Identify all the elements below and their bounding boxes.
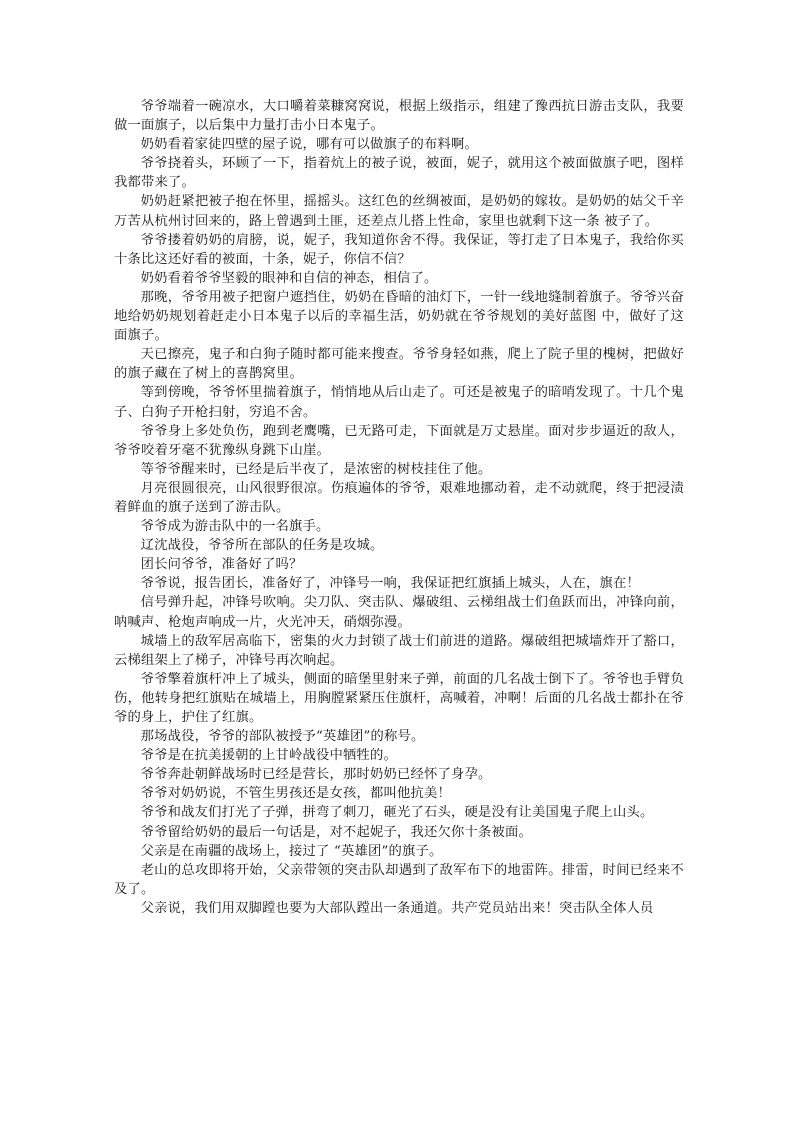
paragraph: 团长问爷爷，准备好了吗？ bbox=[140, 557, 303, 573]
paragraph: 爷爷说，报告团长，准备好了，冲锋号一响，我保证把红旗插上城头，人在，旗在！ bbox=[140, 576, 640, 592]
paragraph: 爷爷搂着奶奶的肩膀，说，妮子，我知道你舍不得。我保证，等打走了日本鬼子，我给你买十条比这还好看的被面，十条，妮子，你信不信？ bbox=[114, 232, 684, 267]
paragraph: 信号弹升起，冲锋号吹响。尖刀队、突击队、爆破组、云梯组战士们鱼跃而出，冲锋向前，呐喊声、枪炮声响成一片，火光冲天，硝烟弥漫。 bbox=[114, 595, 684, 630]
paragraph: 奶奶赶紧把被子抱在怀里，摇摇头。这红色的丝绸被面，是奶奶的嫁妆。是奶奶的姑父千辛万苦从杭州讨回来的，路上曾遇到土匪，还差点儿搭上性命，家里也就剩下这一条 被子了。 bbox=[114, 194, 684, 229]
paragraph: 爷爷挠着头，环顾了一下，指着炕上的被子说，被面，妮子，就用这个被面做旗子吧，图样我都带来了。 bbox=[114, 156, 684, 191]
paragraph: 爷爷端着一碗凉水，大口嚼着菜糠窝窝说，根据上级指示，组建了豫西抗日游击支队，我要做一面旗子，以后集中力量打击小日本鬼子。 bbox=[114, 99, 684, 134]
paragraph: 父亲说，我们用双脚蹚也要为大部队蹚出一条通道。共产党员站出来！突击队全体人员 bbox=[140, 900, 654, 916]
paragraph: 那场战役，爷爷的部队被授予“英雄团”的称号。 bbox=[140, 729, 425, 745]
paragraph: 天已擦亮，鬼子和白狗子随时都可能来搜查。爷爷身轻如燕，爬上了院子里的槐树，把做好的旗子藏在了树上的喜鹊窝里。 bbox=[114, 347, 684, 382]
paragraph: 爷爷成为游击队中的一名旗手。 bbox=[140, 519, 330, 535]
paragraph: 等爷爷醒来时，已经是后半夜了，是浓密的树枝挂住了他。 bbox=[140, 461, 492, 477]
paragraph: 爷爷身上多处负伤，跑到老鹰嘴，已无路可走，下面就是万丈悬崖。面对步步逼近的敌人，爷爷咬着牙毫不犹豫纵身跳下山崖。 bbox=[114, 423, 684, 458]
paragraph: 爷爷对奶奶说，不管生男孩还是女孩，都叫他抗美！ bbox=[140, 786, 452, 802]
paragraph: 父亲是在南疆的战场上，接过了 “英雄团”的旗子。 bbox=[140, 843, 443, 859]
paragraph: 爷爷和战友们打光了子弹，拼弯了刺刀，砸光了石头，硬是没有让美国鬼子爬上山头。 bbox=[140, 805, 654, 821]
paragraph: 城墙上的敌军居高临下，密集的火力封锁了战士们前进的道路。爆破组把城墙炸开了豁口，云梯组架上了梯子，冲锋号再次响起。 bbox=[114, 633, 684, 668]
paragraph: 辽沈战役，爷爷所在部队的任务是攻城。 bbox=[140, 538, 384, 554]
paragraph: 爷爷留给奶奶的最后一句话是，对不起妮子，我还欠你十条被面。 bbox=[140, 824, 533, 840]
paragraph: 月亮很圆很亮，山风很野很凉。伤痕遍体的爷爷，艰难地挪动着，走不动就爬，终于把浸渍着鲜血的旗子送到了游击队。 bbox=[114, 480, 684, 515]
paragraph: 奶奶看着家徒四壁的屋子说，哪有可以做旗子的布料啊。 bbox=[140, 137, 479, 153]
paragraph: 爷爷擎着旗杆冲上了城头，侧面的暗堡里射来子弹，前面的几名战士倒下了。爷爷也手臂负伤，他转身把红旗贴在城墙上，用胸膛紧紧压住旗杆，高喊着，冲啊！后面的几名战士都扑在爷爷的身上，护住了红旗。 bbox=[114, 671, 684, 725]
paragraph: 那晚，爷爷用被子把窗户遮挡住，奶奶在昏暗的油灯下，一针一线地缝制着旗子。爷爷兴奋地给奶奶规划着赶走小日本鬼子以后的幸福生活，奶奶就在爷爷规划的美好蓝图 中，做好了这面旗子。 bbox=[114, 289, 684, 344]
paragraph: 爷爷奔赴朝鲜战场时已经是营长，那时奶奶已经怀了身孕。 bbox=[140, 767, 492, 783]
paragraph: 等到傍晚，爷爷怀里揣着旗子，悄悄地从后山走了。可还是被鬼子的暗哨发现了。十几个鬼子、白狗子开枪扫射，穷追不舍。 bbox=[114, 385, 684, 420]
paragraph: 爷爷是在抗美援朝的上甘岭战役中牺牲的。 bbox=[140, 748, 398, 764]
paragraph: 奶奶看着爷爷坚毅的眼神和自信的神态，相信了。 bbox=[140, 270, 438, 286]
story-text bbox=[114, 97, 684, 918]
paragraph: 老山的总攻即将开始，父亲带领的突击队却遇到了敌军布下的地雷阵。排雷，时间已经来不及了。 bbox=[114, 862, 684, 897]
